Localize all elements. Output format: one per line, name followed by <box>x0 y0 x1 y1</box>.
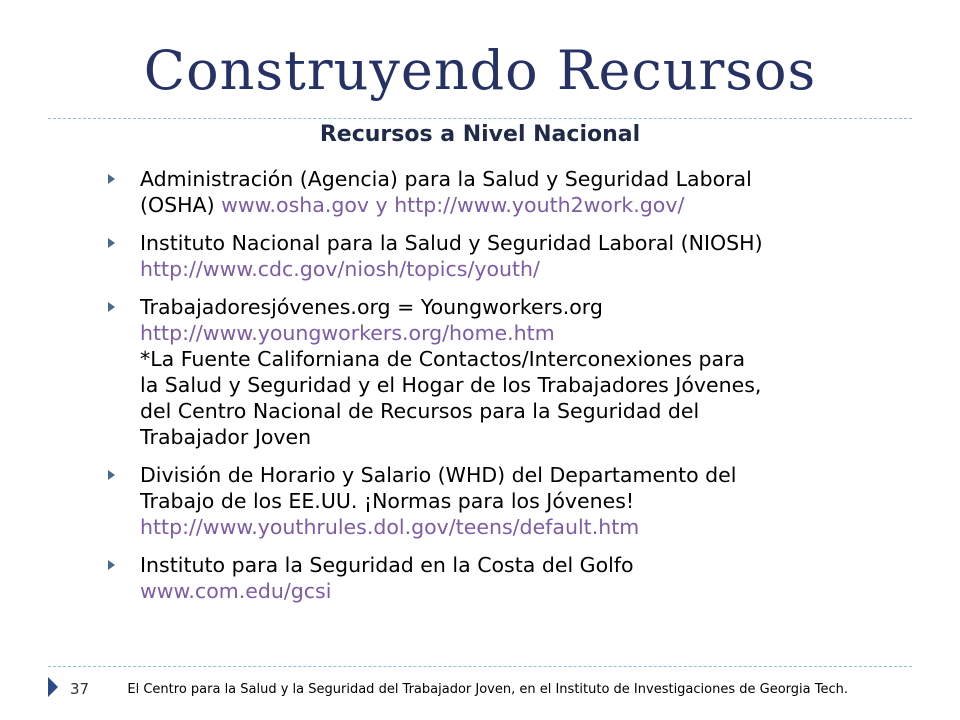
list-item <box>108 166 878 218</box>
item-line <box>140 398 878 424</box>
item-line <box>140 192 878 218</box>
list-item <box>108 552 878 604</box>
top-divider <box>48 118 912 119</box>
slide-subtitle: Recursos a Nivel Nacional <box>319 122 641 147</box>
item-line <box>140 462 878 488</box>
item-line <box>140 424 878 450</box>
item-text: la Salud y Seguridad y el Hogar de los Trabajadores Jóvenes, <box>140 373 762 397</box>
item-text: (OSHA) <box>140 193 222 217</box>
item-text: División de Horario y Salario (WHD) del Departamento del <box>140 463 737 487</box>
item-text: Trabajadoresjóvenes.org = Youngworkers.org <box>140 295 603 319</box>
page-number: 37 <box>70 680 90 698</box>
item-line <box>140 488 878 514</box>
item-line <box>140 372 878 398</box>
item-line <box>140 346 878 372</box>
item-text: Trabajador Joven <box>140 425 312 449</box>
resource-link[interactable]: www.osha.gov y http://www.youth2work.gov/ <box>221 193 685 217</box>
bullet-icon <box>108 174 115 184</box>
resource-link[interactable]: www.com.edu/gcsi <box>140 579 332 603</box>
bullet-icon <box>108 302 115 312</box>
item-text: Administración (Agencia) para la Salud y Seguridad Laboral <box>140 167 752 191</box>
item-text: Instituto para la Seguridad en la Costa del Golfo <box>140 553 634 577</box>
item-line <box>140 514 878 540</box>
footer-text: El Centro para la Salud y la Seguridad del Trabajador Joven, en el Instituto de Investigaciones de Georgia Tech. <box>127 682 848 697</box>
item-line <box>140 578 878 604</box>
bullet-icon <box>108 470 115 480</box>
footer-arrow-icon <box>48 677 58 697</box>
item-text: del Centro Nacional de Recursos para la Seguridad del <box>140 399 700 423</box>
item-line <box>140 294 878 320</box>
resource-list <box>108 166 878 616</box>
item-text: Instituto Nacional para la Salud y Seguridad Laboral (NIOSH) <box>140 231 763 255</box>
list-item <box>108 230 878 282</box>
list-item <box>108 294 878 450</box>
resource-link[interactable]: http://www.youngworkers.org/home.htm <box>140 321 555 345</box>
item-line <box>140 320 878 346</box>
item-text: *La Fuente Californiana de Contactos/Interconexiones para <box>140 347 746 371</box>
item-text: Trabajo de los EE.UU. ¡Normas para los Jóvenes! <box>140 489 635 513</box>
list-item <box>108 462 878 540</box>
item-line <box>140 552 878 578</box>
bottom-divider <box>48 666 912 667</box>
item-line <box>140 166 878 192</box>
bullet-icon <box>108 560 115 570</box>
bullet-icon <box>108 238 115 248</box>
resource-link[interactable]: http://www.youthrules.dol.gov/teens/default.htm <box>140 515 640 539</box>
item-line <box>140 230 878 256</box>
item-line <box>140 256 878 282</box>
resource-link[interactable]: http://www.cdc.gov/niosh/topics/youth/ <box>140 257 540 281</box>
slide-title: Construyendo Recursos <box>143 39 817 102</box>
